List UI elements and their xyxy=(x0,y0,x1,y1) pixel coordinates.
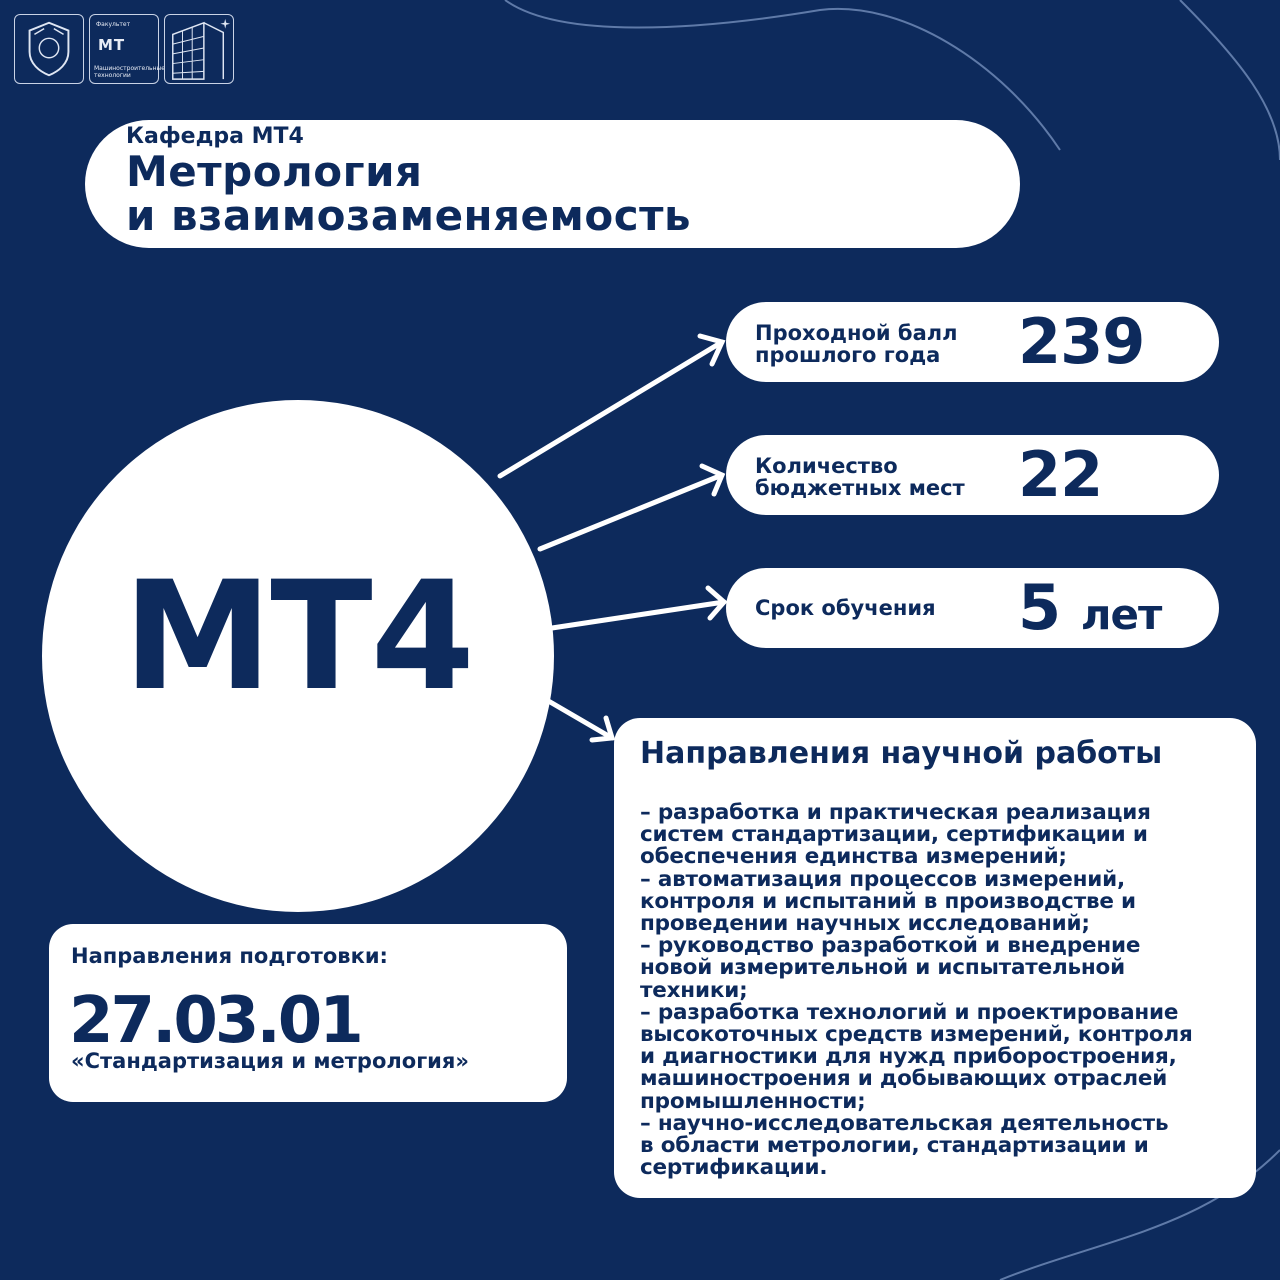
department-code-circle xyxy=(42,400,554,912)
research-line: машиностроения и добывающих отраслей xyxy=(640,1066,1168,1092)
department-label: Кафедра МТ4 xyxy=(126,124,304,149)
stat-value: 239 xyxy=(1018,305,1145,378)
research-line: промышленности; xyxy=(640,1088,866,1114)
training-code: 27.03.01 xyxy=(69,984,361,1058)
research-line: сертификации. xyxy=(640,1155,828,1181)
university-crest-icon xyxy=(15,15,83,83)
stat-label xyxy=(755,322,958,366)
stat-study-duration xyxy=(726,568,1219,648)
stat-label-line-1: Количество xyxy=(755,454,898,478)
stat-label xyxy=(755,455,965,499)
decor-curve xyxy=(1180,0,1280,160)
page-title xyxy=(126,147,692,240)
university-crest-logo xyxy=(14,14,84,84)
stat-value xyxy=(1018,573,1161,650)
research-title: Направления научной работы xyxy=(640,736,1163,771)
research-line: систем стандартизации, сертификации и xyxy=(640,822,1148,848)
stat-value-unit: лет xyxy=(1080,590,1162,639)
building-logo xyxy=(164,14,234,84)
department-code: МТ4 xyxy=(123,550,473,724)
arrow-to-passing-score xyxy=(500,336,722,476)
title-line-1: Метрология xyxy=(126,147,423,196)
training-label: Направления подготовки: xyxy=(71,944,388,968)
faculty-mark: МТ xyxy=(98,36,126,54)
faculty-caption-2: технологии xyxy=(94,72,131,79)
research-line: проведении научных исследований; xyxy=(640,911,1090,937)
stat-label-line-2: прошлого года xyxy=(755,343,941,367)
research-line: высокоточных средств измерений, контроля xyxy=(640,1022,1193,1048)
research-line: – руководство разработкой и внедрение xyxy=(640,933,1141,959)
research-line: контроля и испытаний в производстве и xyxy=(640,888,1136,914)
research-line: – разработка и практическая реализация xyxy=(640,800,1151,825)
research-line: в области метрологии, стандартизации и xyxy=(640,1133,1149,1159)
stat-label-line-2: бюджетных мест xyxy=(755,476,965,500)
faculty-small-text: Факультет xyxy=(96,21,131,28)
stat-budget-places xyxy=(726,435,1219,515)
training-direction-panel xyxy=(49,924,567,1102)
faculty-logo xyxy=(89,14,165,84)
stat-label xyxy=(755,597,936,619)
header-panel xyxy=(85,120,1020,248)
arrow-to-research xyxy=(545,699,612,740)
training-name: «Стандартизация и метрология» xyxy=(71,1049,469,1073)
research-line: техники; xyxy=(640,977,748,1003)
research-list xyxy=(640,802,1255,1179)
research-line: – разработка технологий и проектирование xyxy=(640,999,1179,1025)
research-line: – автоматизация процессов измерений, xyxy=(640,866,1126,892)
stat-label-line-1: Срок обучения xyxy=(755,596,936,620)
arrow-to-budget-places xyxy=(540,466,722,549)
faculty-caption-1: Машиностроительные xyxy=(94,65,165,72)
stat-label-line-1: Проходной балл xyxy=(755,321,958,345)
arrow-to-study-duration xyxy=(552,588,724,628)
title-line-2: и взаимозаменяемость xyxy=(126,191,692,240)
stat-value: 22 xyxy=(1018,438,1103,511)
stat-value-number: 5 xyxy=(1018,571,1061,644)
research-line: обеспечения единства измерений; xyxy=(640,844,1067,870)
research-line: – научно-исследовательская деятельность xyxy=(640,1110,1169,1136)
research-line: и диагностики для нужд приборостроения, xyxy=(640,1044,1177,1070)
building-icon xyxy=(165,15,233,83)
research-directions-panel xyxy=(614,718,1256,1198)
stat-passing-score xyxy=(726,302,1219,382)
research-line: новой измерительной и испытательной xyxy=(640,955,1125,981)
